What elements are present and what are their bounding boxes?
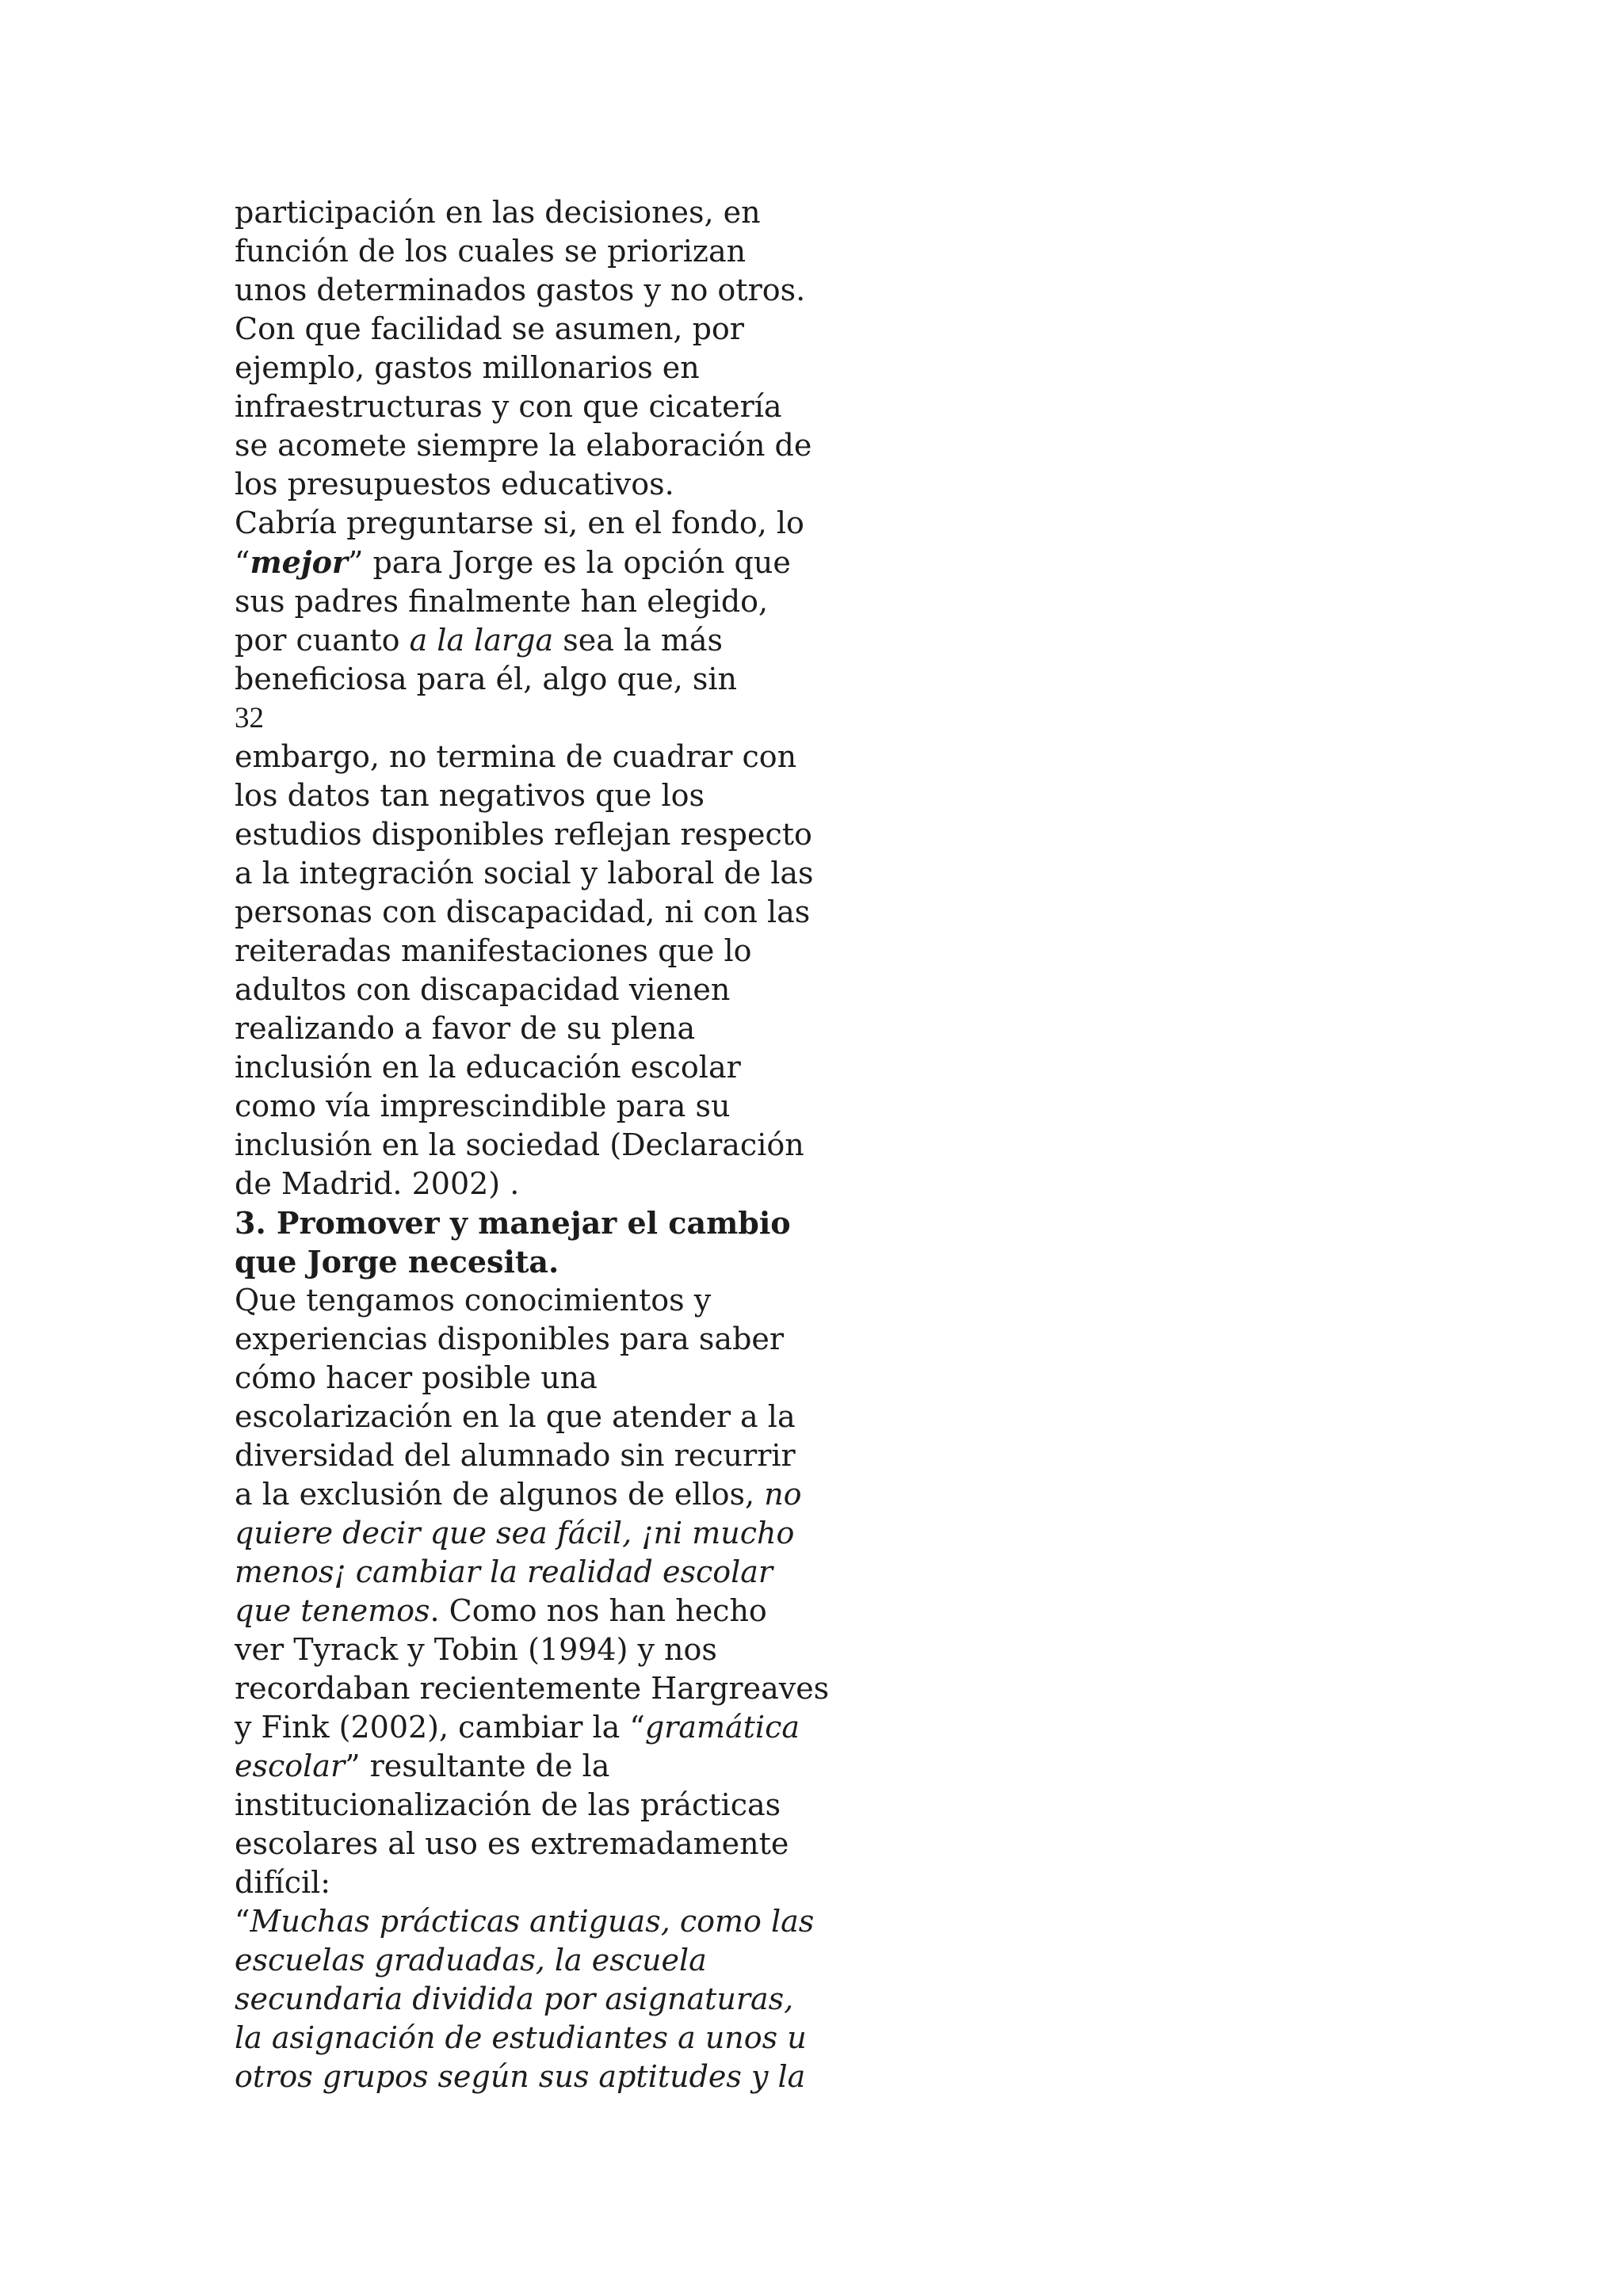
text-line: institucionalización de las prácticas	[235, 1787, 781, 1822]
text-line: realizando a favor de su plena	[235, 1011, 696, 1046]
text-line: cómo hacer posible una	[235, 1360, 598, 1395]
text-fragment: a la exclusión de algunos de ellos,	[235, 1477, 765, 1512]
text-line: de Madrid. 2002) .	[235, 1166, 520, 1201]
emphasis-text: no	[764, 1477, 802, 1512]
open-quote: “	[235, 1904, 250, 1939]
emphasis-mejor: mejor	[250, 544, 348, 580]
text-line: función de los cuales se priorizan	[235, 234, 747, 269]
text-line: beneficiosa para él, algo que, sin	[235, 662, 738, 696]
block-quote	[235, 1902, 869, 2096]
text-column	[235, 193, 869, 2096]
text-line	[235, 1902, 869, 1941]
text-fragment: . Como nos han hecho	[430, 1593, 767, 1628]
paragraph-integration-data	[235, 738, 869, 1203]
text-line: difícil:	[235, 1865, 331, 1900]
text-line: sus padres finalmente han elegido,	[235, 584, 769, 619]
text-line: se acomete siempre la elaboración de	[235, 428, 812, 463]
quote-text: Muchas prácticas antiguas, como las	[250, 1904, 815, 1939]
text-line	[235, 621, 869, 660]
text-line: participación en las decisiones, en	[235, 195, 761, 230]
paragraph-change	[235, 1281, 869, 1902]
text-line: Con que facilidad se asumen, por	[235, 311, 744, 346]
page-number: 32	[235, 702, 264, 734]
quote-line: secundaria dividida por asignaturas,	[235, 1981, 794, 2016]
text-line	[235, 1475, 869, 1514]
text-fragment: por cuanto	[235, 623, 410, 658]
text-line: a la integración social y laboral de las	[235, 856, 814, 891]
text-line: infraestructuras y con que cicatería	[235, 389, 782, 424]
text-line: escolares al uso es extremadamente	[235, 1826, 789, 1861]
text-fragment: ” resultante de la	[345, 1749, 610, 1783]
paragraph-best-option	[235, 504, 869, 699]
text-line	[235, 543, 869, 582]
text-line: quiere decir que sea fácil, ¡ni mucho	[235, 1516, 795, 1550]
text-line: experiencias disponibles para saber	[235, 1322, 785, 1356]
quote-line: otros grupos según sus aptitudes y la	[235, 2059, 806, 2094]
section-heading	[235, 1203, 869, 1281]
paragraph-budget-priorities	[235, 193, 869, 504]
emphasis-escolar: escolar	[235, 1749, 346, 1783]
emphasis-a-la-larga: a la larga	[409, 623, 554, 658]
text-line: diversidad del alumnado sin recurrir	[235, 1438, 796, 1473]
emphasis-gramatica: gramática	[644, 1710, 800, 1745]
text-line: ejemplo, gastos millonarios en	[235, 350, 700, 385]
text-line: los datos tan negativos que los	[235, 778, 705, 813]
text-line: los presupuestos educativos.	[235, 467, 674, 502]
text-line: Cabría preguntarse si, en el fondo, lo	[235, 505, 804, 540]
text-line: adultos con discapacidad vienen	[235, 972, 731, 1007]
text-line: ver Tyrack y Tobin (1994) y nos	[235, 1632, 717, 1667]
text-line	[235, 1747, 869, 1786]
quote-line: escuelas graduadas, la escuela	[235, 1943, 707, 1978]
text-line: recordaban recientemente Hargreaves	[235, 1671, 830, 1706]
text-line: escolarización en la que atender a la	[235, 1399, 796, 1434]
text-line: Que tengamos conocimientos y	[235, 1283, 712, 1318]
open-quote: “	[235, 545, 250, 580]
heading-line: 3. Promover y manejar el cambio	[235, 1205, 791, 1241]
text-line	[235, 1708, 869, 1747]
text-line: como vía imprescindible para su	[235, 1089, 731, 1123]
quote-line: la asignación de estudiantes a unos u	[235, 2020, 807, 2055]
text-line	[235, 1592, 869, 1630]
text-fragment: ” para Jorge es la opción que	[347, 545, 791, 580]
text-line: menos¡ cambiar la realidad escolar	[235, 1554, 773, 1589]
text-line: embargo, no termina de cuadrar con	[235, 739, 797, 774]
text-line: inclusión en la sociedad (Declaración	[235, 1127, 804, 1162]
text-fragment: sea la más	[553, 623, 724, 658]
text-line: reiteradas manifestaciones que lo	[235, 933, 752, 968]
heading-line: que Jorge necesita.	[235, 1244, 559, 1280]
emphasis-text: que tenemos	[235, 1593, 430, 1628]
text-line: unos determinados gastos y no otros.	[235, 273, 806, 307]
text-line: personas con discapacidad, ni con las	[235, 894, 811, 929]
text-fragment: y Fink (2002), cambiar la “	[235, 1710, 645, 1745]
text-line: inclusión en la educación escolar	[235, 1050, 741, 1085]
text-line: estudios disponibles reflejan respecto	[235, 817, 812, 852]
